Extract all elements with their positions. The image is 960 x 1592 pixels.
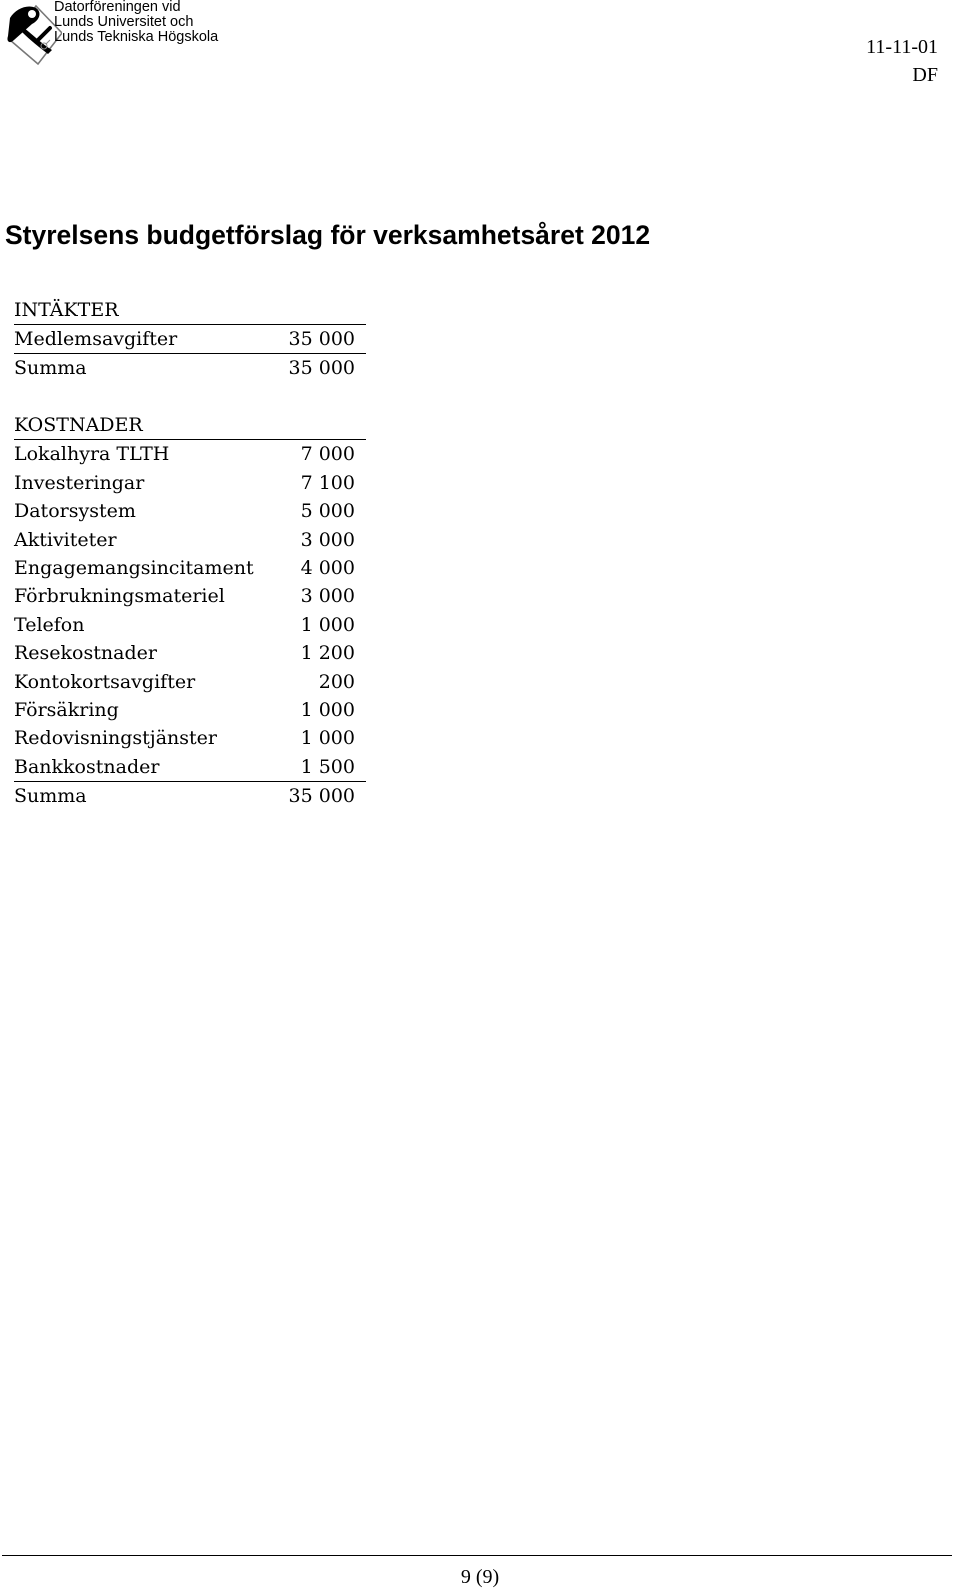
- cost-row: [14, 696, 366, 724]
- cost-row-label: Aktiviteter: [14, 528, 117, 551]
- organization-name: [54, 0, 218, 45]
- cost-row-amount: 200: [318, 670, 355, 693]
- cost-row-amount: 4 000: [300, 556, 355, 579]
- organization-line-3: Lunds Tekniska Högskola: [54, 29, 219, 45]
- cost-row-label: Lokalhyra TLTH: [14, 443, 170, 466]
- cost-row-label: Resekostnader: [14, 642, 157, 665]
- income-sum-label: Summa: [14, 357, 87, 380]
- cost-row-label: Telefon: [14, 613, 85, 636]
- organization-line-1: Datorföreningen vid: [54, 0, 181, 15]
- costs-sum-label: Summa: [14, 785, 87, 808]
- cost-row-label: Engagemangsincitament: [14, 556, 254, 579]
- cost-row-amount: 7 000: [300, 443, 355, 466]
- cost-row-amount: 5 000: [300, 500, 355, 523]
- cost-row-amount: 1 200: [300, 642, 355, 665]
- cost-row-amount: 3 000: [300, 528, 355, 551]
- document-date: 11-11-01: [866, 36, 938, 58]
- page-title: Styrelsens budgetförslag för verksamhetsåret 2012: [5, 220, 651, 250]
- cost-row: [14, 469, 366, 497]
- organization-logo: [2, 0, 252, 70]
- cost-row-label: Bankkostnader: [14, 755, 160, 778]
- cost-row-label: Datorsystem: [14, 500, 136, 523]
- cost-row: [14, 639, 366, 667]
- cost-row-amount: 1 500: [300, 755, 355, 778]
- cost-row: [14, 668, 366, 696]
- cost-row: [14, 724, 366, 752]
- section-spacer: [14, 383, 366, 411]
- cost-row: [14, 554, 366, 582]
- costs-sum-amount: 35 000: [288, 785, 355, 808]
- cost-row-amount: 7 100: [300, 471, 355, 494]
- income-row-amount: 35 000: [288, 328, 355, 350]
- cost-row: [14, 582, 366, 610]
- footer-divider: [2, 1555, 952, 1556]
- income-section: [14, 296, 366, 383]
- cost-row-label: Kontokortsavgifter: [14, 670, 196, 693]
- cost-row-amount: 1 000: [300, 727, 355, 750]
- document-header-meta: [866, 33, 938, 89]
- income-row: [14, 325, 366, 354]
- cost-row-amount: 1 000: [300, 613, 355, 636]
- cost-row-amount: 1 000: [300, 698, 355, 721]
- cost-row-amount: 3 000: [300, 585, 355, 608]
- document-initials: DF: [912, 64, 938, 86]
- organization-line-2: Lunds Universitet och: [54, 14, 194, 30]
- page-number: 9 (9): [460, 1566, 500, 1588]
- income-heading: INTÄKTER: [14, 296, 366, 325]
- income-sum-amount: 35 000: [288, 357, 355, 380]
- cost-row: [14, 497, 366, 525]
- df-emblem-icon: [2, 0, 62, 68]
- cost-row-label: Redovisningstjänster: [14, 727, 217, 750]
- income-row-label: Medlemsavgifter: [14, 328, 178, 350]
- income-sum-row: [14, 354, 366, 383]
- costs-heading: KOSTNADER: [14, 411, 366, 440]
- budget-table: [14, 296, 366, 811]
- cost-row-label: Investeringar: [14, 471, 145, 494]
- cost-row: [14, 440, 366, 468]
- cost-row: [14, 611, 366, 639]
- cost-row: [14, 753, 366, 782]
- costs-sum-row: [14, 782, 366, 811]
- cost-row: [14, 526, 366, 554]
- costs-section: [14, 411, 366, 811]
- cost-row-label: Förbrukningsmateriel: [14, 585, 225, 608]
- cost-row-label: Försäkring: [14, 698, 119, 721]
